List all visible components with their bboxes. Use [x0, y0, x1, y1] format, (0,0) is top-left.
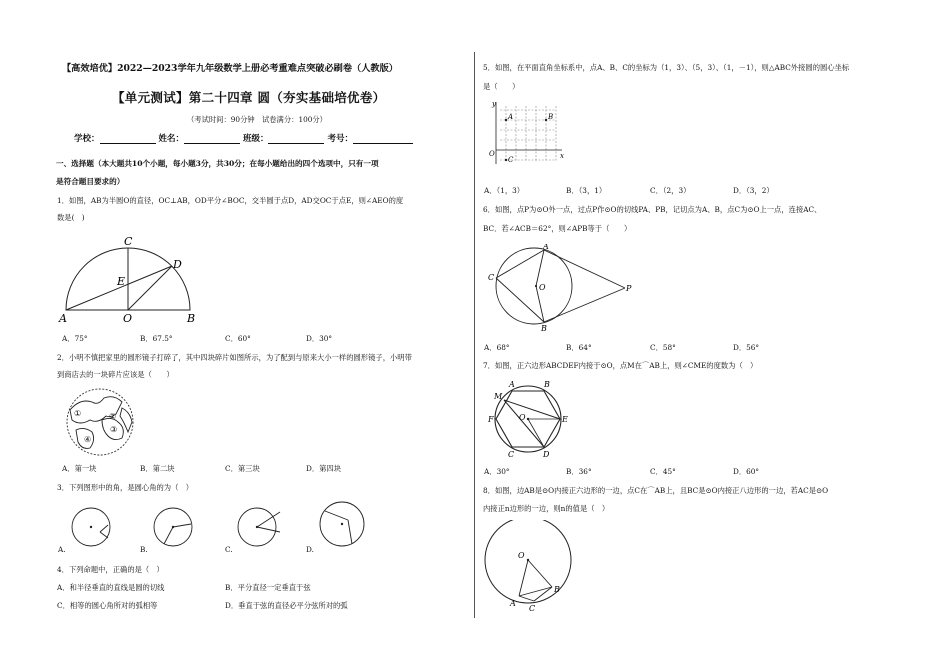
q7-figure: [488, 378, 570, 460]
q7-label-m: M: [494, 392, 503, 401]
q6-stem-line1: 6．如图，点P为⊙O外一点，过点P作⊙O的切线PA、PB，记切点为A、B，点C为⊙O上一点，连接AC、: [483, 205, 822, 214]
q7-label-f: F: [488, 415, 494, 424]
q5-label-b: B: [548, 113, 554, 121]
q4-option-a[interactable]: A．和半径垂直的直线是圆的切线: [57, 583, 165, 592]
q2-label-3: ③: [110, 425, 118, 434]
q8-stem-line1: 8．如图，边AB是⊙O内接正六边形的一边，点C在⌒AB上，且BC是⊙O内接正八边形的一边，若AC是⊙O: [483, 486, 829, 495]
q6-option-b[interactable]: B．64°: [566, 343, 592, 352]
q4-option-d[interactable]: D．垂直于弦的直径必平分弦所对的弧: [225, 601, 348, 610]
q2-option-c[interactable]: C．第三块: [225, 464, 260, 473]
q2-label-4: ④: [84, 435, 92, 444]
q2-stem-line2: 到商店去的一块碎片应该是（ ）: [57, 370, 174, 379]
q6-label-o: O: [539, 283, 546, 292]
q4-option-b[interactable]: B．平分直径一定垂直于弦: [225, 583, 311, 592]
q5-label-o: O: [489, 150, 495, 158]
q5-option-a[interactable]: A．（1，3）: [484, 186, 525, 195]
q6-label-b: B: [541, 324, 547, 332]
q3-figure-b: [152, 506, 194, 548]
q5-label-c: C: [508, 156, 514, 164]
q7-option-a[interactable]: A．30°: [484, 467, 510, 476]
q7-label-a: A: [509, 380, 515, 389]
q7-stem: 7．如图，正六边形ABCDEF内接于⊙O，点M在⌒AB上，则∠CME的度数为（ ）: [483, 361, 758, 370]
q8-label-b: B: [554, 585, 560, 594]
q3-option-b[interactable]: B.: [140, 545, 148, 554]
q6-stem-line2: BC．若∠ACB＝62°，则∠APB等于（ ）: [483, 224, 632, 233]
q2-stem-line1: 2．小明不慎把家里的圆形镜子打碎了，其中四块碎片如图所示，为了配到与原来大小一样的圆形镜子，小明带: [57, 353, 412, 362]
q3-figure-a: [70, 506, 112, 548]
q1-option-d[interactable]: D．30°: [306, 334, 333, 343]
q7-option-b[interactable]: B．36°: [566, 467, 592, 476]
q4-option-c[interactable]: C．相等的圆心角所对的弧相等: [57, 601, 158, 610]
section-heading-line1: 一、选择题（本大题共10个小题，每小题3分，共30分；在每小题给出的四个选项中，只有一项: [56, 159, 379, 168]
q2-figure: [62, 386, 142, 458]
column-divider: [474, 52, 475, 618]
q3-figure-c: [236, 506, 282, 548]
q1-figure: [56, 232, 204, 326]
q1-option-b[interactable]: B．67.5°: [140, 334, 173, 343]
paper-title: 【高效培优】2022—2023学年九年级数学上册必考重难点突破必刷卷（人教版）: [62, 63, 398, 74]
name-label: 姓名：: [158, 134, 184, 144]
q8-stem-line2: 内接正n边形的一边，则n的值是（ ）: [483, 504, 610, 513]
q6-option-a[interactable]: A．68°: [484, 343, 510, 352]
class-label: 班级：: [242, 134, 269, 144]
q8-figure: [484, 520, 580, 612]
q2-label-2: ②: [109, 412, 117, 421]
q5-option-c[interactable]: C．（2，3）: [650, 186, 691, 195]
q1-option-a[interactable]: A．75°: [62, 334, 88, 343]
q4-stem: 4．下列命题中，正确的是（ ）: [57, 565, 164, 574]
q3-option-a[interactable]: A.: [58, 545, 66, 554]
class-field[interactable]: [268, 134, 324, 144]
q8-label-c: C: [529, 604, 536, 612]
q5-stem-line1: 5．如图，在平面直角坐标系中，点A、B、C的坐标为（1，3）、（5，3）、（1，－1），则△ABC外接圆的圆心坐标: [483, 63, 850, 72]
q1-label-d: D: [173, 258, 182, 271]
q5-label-x: x: [560, 152, 564, 160]
q5-option-d[interactable]: D．（3，2）: [733, 186, 774, 195]
q7-label-c: C: [508, 450, 515, 459]
info-fields: [74, 134, 413, 144]
q6-label-c: C: [488, 273, 495, 282]
q8-label-a: A: [510, 599, 516, 608]
q6-figure: [484, 244, 636, 332]
q3-option-d[interactable]: D.: [306, 545, 314, 554]
q3-figure-d: [318, 500, 366, 548]
q1-label-a: A: [59, 312, 67, 325]
q1-label-b: B: [187, 312, 196, 325]
q8-label-o: O: [518, 551, 525, 560]
q2-option-a[interactable]: A．第一块: [62, 464, 97, 473]
q7-label-e: E: [562, 415, 568, 424]
q1-option-c[interactable]: C．60°: [225, 334, 251, 343]
q7-label-o: O: [519, 413, 526, 422]
school-label: 学校：: [74, 134, 100, 144]
q7-option-c[interactable]: C．45°: [650, 467, 676, 476]
q1-label-e: E: [117, 275, 126, 288]
q2-option-b[interactable]: B．第二块: [140, 464, 175, 473]
q2-option-d[interactable]: D．第四块: [306, 464, 342, 473]
exam-number-field[interactable]: [353, 134, 413, 144]
exam-number-label: 考号：: [327, 134, 353, 144]
paper-subtitle: 【单元测试】第二十四章 圆（夯实基础培优卷）: [112, 90, 386, 105]
q3-option-c[interactable]: C.: [225, 545, 233, 554]
q6-label-a: A: [543, 244, 549, 251]
q1-stem-line2: 数是( ): [57, 213, 85, 222]
name-field[interactable]: [184, 134, 240, 144]
q1-stem-line1: 1．如图，AB为半圆O的直径，OC⊥AB，OD平分∠BOC，交半圆于点D，AD交OC于点E，则∠AEO的度: [57, 196, 404, 205]
q1-label-c: C: [124, 235, 133, 248]
exam-info: （考试时间：90分钟 试卷满分：100分）: [187, 115, 327, 124]
q5-option-b[interactable]: B．（3，1）: [566, 186, 607, 195]
q6-option-c[interactable]: C．58°: [650, 343, 676, 352]
school-field[interactable]: [100, 134, 156, 144]
q5-stem-line2: 是（ ）: [483, 82, 520, 91]
q6-label-p: P: [626, 284, 632, 293]
q5-label-a: A: [508, 113, 514, 121]
q5-figure: [486, 98, 568, 168]
section-heading-line2: 是符合题目要求的）: [56, 177, 125, 186]
q5-label-y: y: [492, 100, 496, 108]
q7-option-d[interactable]: D．60°: [733, 467, 760, 476]
q3-stem: 3．下列图形中的角，是圆心角的为（ ）: [57, 483, 193, 492]
q2-label-1: ①: [74, 409, 82, 418]
q6-option-d[interactable]: D．56°: [733, 343, 760, 352]
q7-label-d: D: [543, 450, 550, 459]
q7-label-b: B: [544, 380, 550, 389]
q1-label-o: O: [123, 312, 133, 325]
